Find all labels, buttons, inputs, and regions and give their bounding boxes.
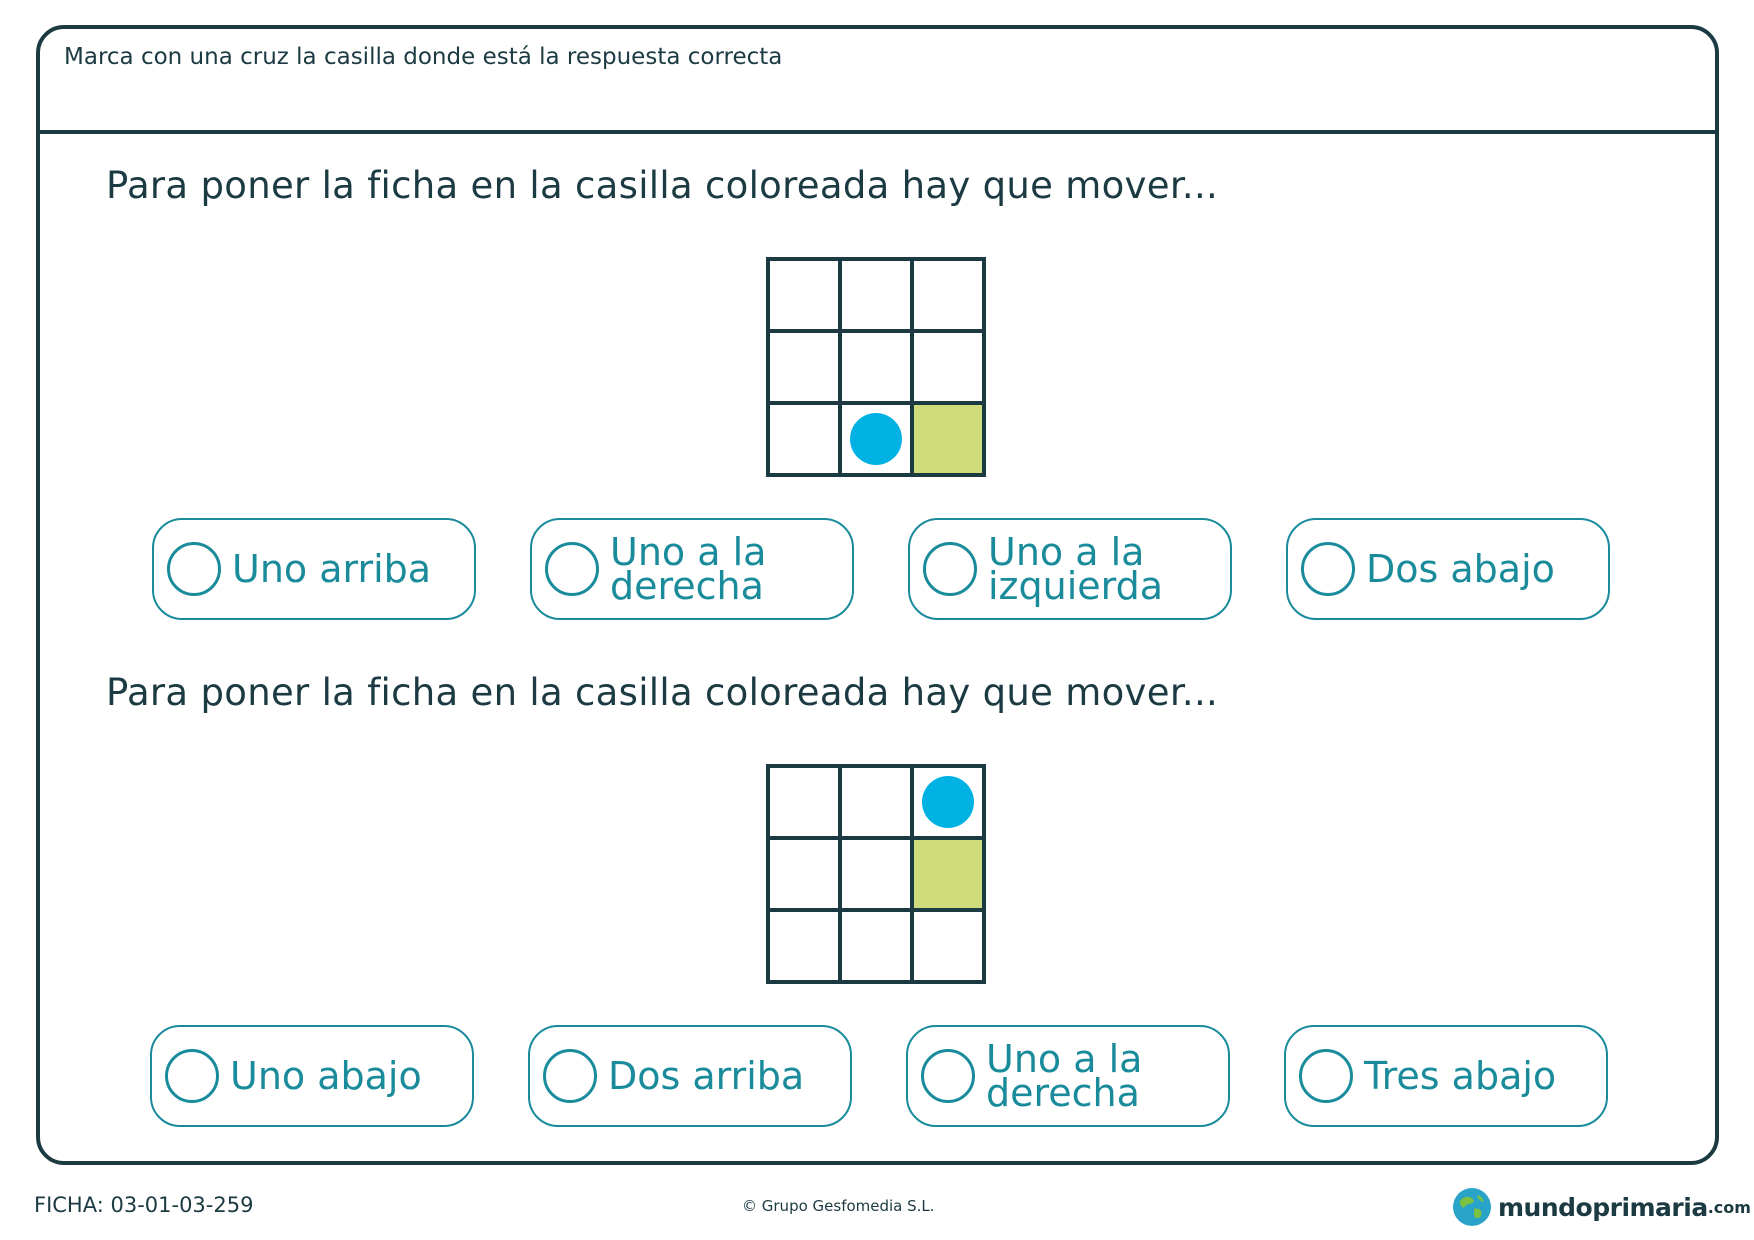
board-2-target-cell: [912, 838, 984, 910]
option-1-1[interactable]: [152, 518, 476, 620]
option-label: Dos arriba: [608, 1054, 805, 1098]
board-2-cell: [840, 838, 912, 910]
checkbox-circle[interactable]: [923, 542, 977, 596]
board-1: [766, 257, 986, 477]
option-label: Uno abajo: [230, 1054, 422, 1098]
board-1-cell: [840, 259, 912, 331]
option-2-1[interactable]: [150, 1025, 474, 1127]
board-2-cell: [840, 766, 912, 838]
copyright-text: © Grupo Gesfomedia S.L.: [742, 1197, 935, 1215]
option-1-2[interactable]: [530, 518, 854, 620]
board-1-cell: [840, 331, 912, 403]
board-2-cell: [768, 766, 840, 838]
board-2-cell-with-chip: [912, 766, 984, 838]
option-2-3[interactable]: [906, 1025, 1230, 1127]
board-1-cell: [912, 259, 984, 331]
option-2-2[interactable]: [528, 1025, 852, 1127]
logo-domain: .com: [1707, 1197, 1751, 1217]
board-1-cell: [768, 403, 840, 475]
checkbox-circle[interactable]: [543, 1049, 597, 1103]
board-2-cell: [912, 910, 984, 982]
board-1-target-cell: [912, 403, 984, 475]
option-label: Tres abajo: [1364, 1054, 1557, 1098]
checkbox-circle[interactable]: [1299, 1049, 1353, 1103]
instruction-text: Marca con una cruz la casilla donde está la respuesta correcta: [64, 44, 783, 70]
board-2: [766, 764, 986, 984]
option-label: Uno a la derecha: [986, 1037, 1143, 1115]
option-label: Dos abajo: [1366, 547, 1555, 591]
checkbox-circle[interactable]: [1301, 542, 1355, 596]
checkbox-circle[interactable]: [921, 1049, 975, 1103]
logo-name: mundoprimaria: [1498, 1192, 1708, 1222]
mundoprimaria-logo[interactable]: [1452, 1187, 1751, 1227]
board-2-cell: [768, 838, 840, 910]
question-2: Para poner la ficha en la casilla coloreada hay que mover...: [106, 671, 1219, 714]
option-label: Uno a la derecha: [610, 530, 767, 608]
board-1-cell: [912, 331, 984, 403]
header-divider: [36, 130, 1719, 134]
option-label: Uno a la izquierda: [988, 530, 1164, 608]
checkbox-circle[interactable]: [167, 542, 221, 596]
board-1-cell: [768, 259, 840, 331]
question-1: Para poner la ficha en la casilla coloreada hay que mover...: [106, 164, 1219, 207]
globe-icon: [1452, 1187, 1492, 1227]
checkbox-circle[interactable]: [165, 1049, 219, 1103]
checkbox-circle[interactable]: [545, 542, 599, 596]
option-label: Uno arriba: [232, 547, 432, 591]
board-1-cell: [768, 331, 840, 403]
option-1-4[interactable]: [1286, 518, 1610, 620]
board-2-cell: [840, 910, 912, 982]
ficha-code: FICHA: 03-01-03-259: [34, 1193, 254, 1217]
board-2-cell: [768, 910, 840, 982]
chip-token: [850, 413, 902, 465]
option-1-3[interactable]: [908, 518, 1232, 620]
option-2-4[interactable]: [1284, 1025, 1608, 1127]
board-1-cell-with-chip: [840, 403, 912, 475]
chip-token: [922, 776, 974, 828]
